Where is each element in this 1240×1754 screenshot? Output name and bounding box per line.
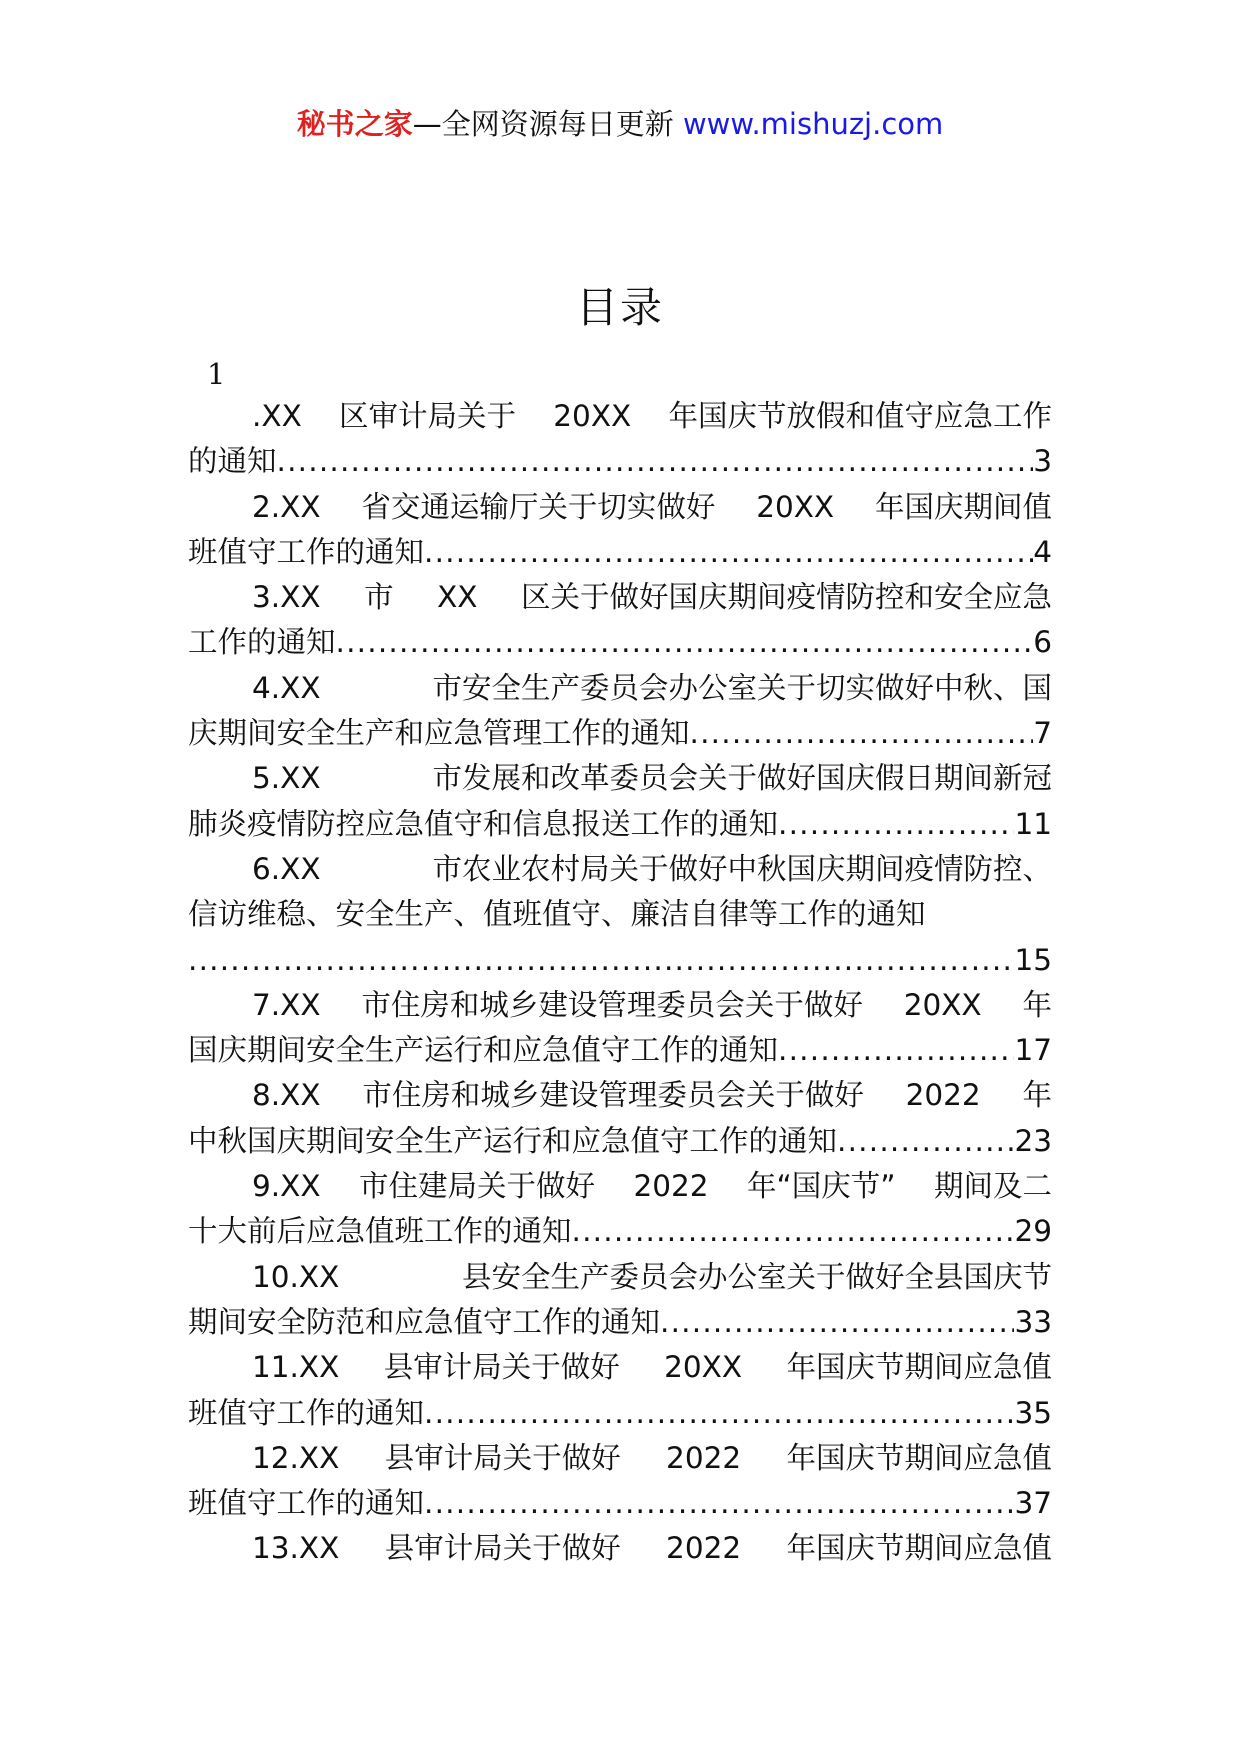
toc-entry-text: 20XX bbox=[903, 987, 982, 1022]
page-title: 目录 bbox=[575, 283, 664, 332]
page-number: 11 bbox=[1014, 806, 1052, 841]
dot-leader bbox=[778, 802, 1014, 847]
toc-entry-text: 20XX bbox=[553, 399, 632, 433]
toc-entry-leader-line bbox=[188, 1391, 1052, 1436]
dot-leader bbox=[424, 1481, 1014, 1526]
toc-entry-text: 年国庆期间值 bbox=[874, 489, 1052, 524]
toc-entry-text: 市发展和改革委员会关于做好国庆假日期间新冠 bbox=[432, 761, 1052, 796]
toc-entry-text: 区审计局关于 bbox=[339, 399, 517, 433]
dot-leader bbox=[336, 620, 1034, 665]
toc-entry-text: 2.XX bbox=[252, 489, 321, 524]
toc-entry-first-line bbox=[188, 1073, 1052, 1118]
toc-entry-text: 县审计局关于做好 bbox=[384, 1440, 621, 1475]
toc-entry-text: 县审计局关于做好 bbox=[383, 1350, 620, 1385]
toc-entry-text: 2022 bbox=[666, 1440, 742, 1475]
dot-leader bbox=[188, 938, 1014, 983]
dot-leader bbox=[660, 1300, 1014, 1345]
toc-entry[interactable] bbox=[188, 666, 1052, 757]
toc-entry-text: 2022 bbox=[666, 1531, 742, 1566]
page-number: 6 bbox=[1033, 625, 1052, 660]
toc-entry-text: 市住建局关于做好 bbox=[359, 1169, 596, 1204]
toc-entry-text: 10.XX bbox=[252, 1259, 340, 1294]
toc-entry-text: 十大前后应急值班工作的通知 bbox=[188, 1214, 572, 1249]
page-number: 33 bbox=[1014, 1304, 1052, 1339]
toc-entry-leader-line bbox=[188, 439, 1052, 484]
toc-entry-leader-line bbox=[188, 530, 1052, 575]
toc-entry-text: 6.XX bbox=[252, 851, 321, 886]
dot-leader bbox=[424, 1391, 1014, 1436]
toc-entry-text: 年国庆节期间应急值 bbox=[786, 1440, 1052, 1475]
page-number: 29 bbox=[1014, 1214, 1052, 1249]
toc-entry-text: 庆期间安全生产和应急管理工作的通知 bbox=[188, 716, 690, 751]
toc-entry[interactable] bbox=[188, 1526, 1052, 1571]
toc-entry-text: 班值守工作的通知 bbox=[188, 534, 425, 569]
toc-entry[interactable] bbox=[188, 756, 1052, 847]
toc-entry-text: 班值守工作的通知 bbox=[188, 1395, 425, 1430]
toc-entry-first-line bbox=[188, 575, 1052, 620]
toc-entry-text: 县安全生产委员会办公室关于做好全县国庆节 bbox=[461, 1259, 1052, 1294]
toc-entry-first-line bbox=[188, 1164, 1052, 1209]
dot-leader bbox=[424, 530, 1033, 575]
toc-entry-first-line bbox=[188, 485, 1052, 530]
toc-entry-text: 4.XX bbox=[252, 670, 321, 705]
toc-entry-text: 期间安全防范和应急值守工作的通知 bbox=[188, 1304, 661, 1339]
toc-entry[interactable] bbox=[188, 394, 1052, 485]
table-of-contents bbox=[188, 394, 1052, 1572]
toc-entry-text: 区关于做好国庆期间疫情防控和安全应急 bbox=[520, 580, 1052, 615]
toc-entry-text: 班值守工作的通知 bbox=[188, 1486, 425, 1521]
toc-entry-text: 年国庆节放假和值守应急工作 bbox=[668, 399, 1052, 433]
toc-entry-leader-line bbox=[188, 1300, 1052, 1345]
toc-entry[interactable] bbox=[188, 485, 1052, 576]
page-number: 4 bbox=[1033, 534, 1052, 569]
toc-entry-text: 省交通运输厅关于切实做好 bbox=[361, 489, 716, 524]
toc-entry-text: 2022 bbox=[905, 1078, 981, 1113]
header-slogan: —全网资源每日更新 bbox=[412, 107, 683, 141]
toc-entry-text: 市 bbox=[364, 580, 394, 615]
toc-entry[interactable] bbox=[188, 1255, 1052, 1346]
site-header bbox=[0, 104, 1240, 144]
toc-entry-text: XX bbox=[437, 580, 478, 615]
toc-entry-text: 3.XX bbox=[252, 580, 321, 615]
toc-entry-leader-line bbox=[188, 1119, 1052, 1164]
toc-entry-text: 肺炎疫情防控应急值守和信息报送工作的通知 bbox=[188, 806, 779, 841]
toc-entry-text: 中秋国庆期间安全生产运行和应急值守工作的通知 bbox=[188, 1123, 838, 1158]
toc-entry-text: 年 bbox=[1022, 1078, 1052, 1113]
toc-entry[interactable] bbox=[188, 575, 1052, 666]
toc-entry-leader-line bbox=[188, 938, 1052, 983]
toc-entry[interactable] bbox=[188, 1436, 1052, 1527]
toc-entry-text: 市农业农村局关于做好中秋国庆期间疫情防控、 bbox=[432, 851, 1052, 886]
toc-entry-leader-line bbox=[188, 802, 1052, 847]
toc-entry-leader-line bbox=[188, 1028, 1052, 1073]
toc-entry-text: 年国庆节期间应急值 bbox=[786, 1350, 1052, 1385]
toc-entry-text: 2022 bbox=[633, 1169, 709, 1204]
page-number: 7 bbox=[1033, 716, 1052, 751]
toc-entry-text: 年 bbox=[1022, 987, 1052, 1022]
toc-entry-text: 12.XX bbox=[252, 1440, 340, 1475]
toc-entry-leader-line bbox=[188, 620, 1052, 665]
toc-entry-text: 期间及二 bbox=[933, 1169, 1052, 1204]
toc-entry-first-line bbox=[188, 666, 1052, 711]
toc-entry-text: 市住房和城乡建设管理委员会关于做好 bbox=[361, 987, 863, 1022]
toc-entry-leader-line bbox=[188, 711, 1052, 756]
page-number: 35 bbox=[1014, 1395, 1052, 1430]
toc-entry[interactable] bbox=[188, 847, 1052, 983]
dot-leader bbox=[572, 1209, 1015, 1254]
toc-entry-text: 9.XX bbox=[252, 1169, 321, 1204]
dot-leader bbox=[837, 1119, 1014, 1164]
toc-entry-second-line bbox=[188, 892, 1052, 937]
page-number: 37 bbox=[1014, 1486, 1052, 1521]
toc-entry-text: 的通知 bbox=[188, 444, 277, 479]
toc-entry[interactable] bbox=[188, 1164, 1052, 1255]
toc-entry-first-line bbox=[188, 983, 1052, 1028]
stray-list-number: 1 bbox=[207, 357, 226, 391]
toc-entry[interactable] bbox=[188, 1345, 1052, 1436]
toc-entry-text: 5.XX bbox=[252, 761, 321, 796]
toc-entry-first-line bbox=[188, 394, 1052, 439]
dot-leader bbox=[690, 711, 1034, 756]
toc-entry-text: 11.XX bbox=[252, 1350, 340, 1385]
toc-entry-first-line bbox=[188, 756, 1052, 801]
page-number: 17 bbox=[1014, 1033, 1052, 1068]
toc-entry-text: 13.XX bbox=[252, 1531, 340, 1566]
toc-entry-text: 信访维稳、安全生产、值班值守、廉洁自律等工作的通知 bbox=[188, 897, 926, 932]
toc-entry-leader-line bbox=[188, 1209, 1052, 1254]
toc-entry[interactable] bbox=[188, 983, 1052, 1074]
toc-entry-text: 国庆期间安全生产运行和应急值守工作的通知 bbox=[188, 1033, 779, 1068]
toc-entry-first-line bbox=[188, 1345, 1052, 1390]
toc-entry-text: 市安全生产委员会办公室关于切实做好中秋、国 bbox=[432, 670, 1052, 705]
toc-entry-text: 年国庆节期间应急值 bbox=[786, 1531, 1052, 1566]
toc-entry-first-line bbox=[188, 1526, 1052, 1571]
toc-entry-text: 县审计局关于做好 bbox=[384, 1531, 621, 1566]
page-number: 15 bbox=[1014, 942, 1052, 977]
toc-entry-first-line bbox=[188, 1436, 1052, 1481]
dot-leader bbox=[778, 1028, 1014, 1073]
toc-entry-first-line bbox=[188, 1255, 1052, 1300]
toc-entry-text: 20XX bbox=[756, 489, 835, 524]
toc-entry-text: 8.XX bbox=[252, 1078, 321, 1113]
toc-entry-text: 20XX bbox=[664, 1350, 743, 1385]
site-url-link[interactable]: www.mishuzj.com bbox=[682, 107, 944, 141]
toc-entry-first-line bbox=[188, 847, 1052, 892]
dot-leader bbox=[277, 439, 1034, 484]
toc-entry-text: 7.XX bbox=[252, 987, 321, 1022]
page-number: 3 bbox=[1033, 444, 1052, 479]
toc-entry-text: 工作的通知 bbox=[188, 625, 336, 660]
toc-entry-leader-line bbox=[188, 1481, 1052, 1526]
page-number: 23 bbox=[1014, 1123, 1052, 1158]
brand-name: 秘书之家 bbox=[296, 107, 413, 141]
toc-entry-text: .XX bbox=[252, 399, 302, 433]
toc-entry-text: 市住房和城乡建设管理委员会关于做好 bbox=[362, 1078, 864, 1113]
toc-entry-text: 年“国庆节” bbox=[746, 1169, 896, 1204]
toc-entry[interactable] bbox=[188, 1073, 1052, 1164]
